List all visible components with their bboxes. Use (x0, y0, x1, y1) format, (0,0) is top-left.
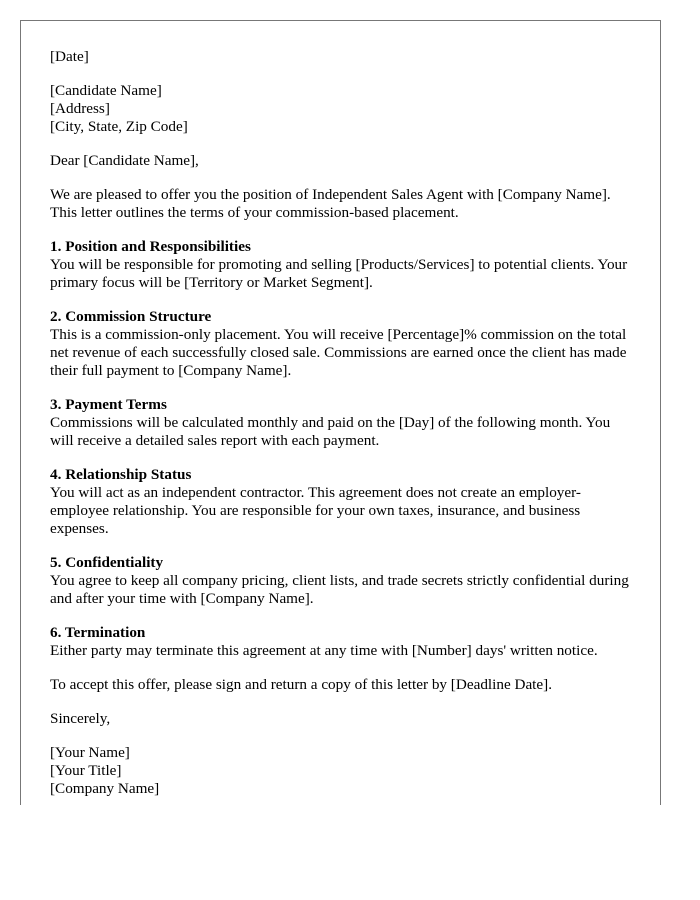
section-commission (50, 308, 632, 380)
recipient-name: [Candidate Name] (50, 82, 162, 99)
section-heading: 5. Confidentiality (50, 554, 164, 571)
signature-name: [Your Name] (50, 744, 130, 761)
letter-page (20, 20, 661, 805)
section-relationship (50, 466, 632, 538)
signature-block (50, 744, 632, 798)
recipient-city-state-zip: [City, State, Zip Code] (50, 118, 188, 135)
closing-instruction: To accept this offer, please sign and return a copy of this letter by [Deadline Date]. (50, 676, 553, 693)
section-body: Commissions will be calculated monthly and paid on the [Day] of the following month. You will receive a detailed sales report with each payment. (50, 414, 611, 449)
signature-title: [Your Title] (50, 762, 122, 779)
section-heading: 2. Commission Structure (50, 308, 212, 325)
letter-content (50, 48, 632, 814)
section-payment-terms (50, 396, 632, 450)
recipient-address: [Address] (50, 100, 110, 117)
section-heading: 3. Payment Terms (50, 396, 167, 413)
section-heading: 6. Termination (50, 624, 146, 641)
section-position (50, 238, 632, 292)
signature-company: [Company Name] (50, 780, 160, 797)
section-body: You will be responsible for promoting and selling [Products/Services] to potential clients. Your primary focus will be [Territory or Market Segment]. (50, 256, 628, 291)
valediction: Sincerely, (50, 710, 111, 727)
section-termination (50, 624, 632, 660)
section-body: Either party may terminate this agreement at any time with [Number] days' written notice. (50, 642, 598, 659)
section-body: You agree to keep all company pricing, client lists, and trade secrets strictly confidential during and after your time with [Company Name]. (50, 572, 629, 607)
salutation: Dear [Candidate Name], (50, 152, 199, 169)
section-confidentiality (50, 554, 632, 608)
recipient-block (50, 82, 632, 136)
letter-date: [Date] (50, 48, 89, 65)
section-body: This is a commission-only placement. You will receive [Percentage]% commission on the total net revenue of each successfully closed sale. Commissions are earned once the client has made their full payment to [Company Name]. (50, 326, 627, 379)
section-heading: 4. Relationship Status (50, 466, 192, 483)
intro-paragraph: We are pleased to offer you the position of Independent Sales Agent with [Company Name]. This letter outlines the terms of your commission-based placement. (50, 186, 611, 221)
section-heading: 1. Position and Responsibilities (50, 238, 251, 255)
section-body: You will act as an independent contractor. This agreement does not create an employer-employee relationship. You are responsible for your own taxes, insurance, and business expenses. (50, 484, 581, 537)
